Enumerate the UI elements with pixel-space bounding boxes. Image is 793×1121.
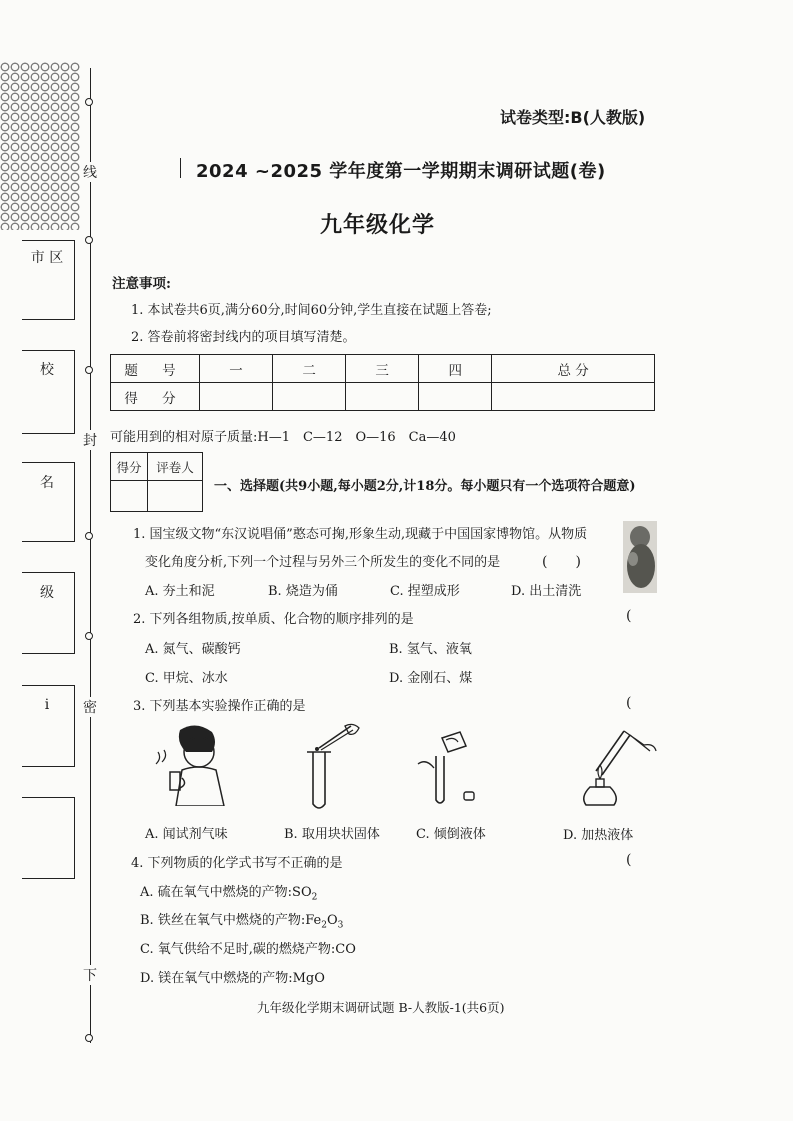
notes-item: 1. 本试卷共6页,满分60分,时间60分钟,学生直接在试题上答卷; [131,303,492,318]
option[interactable]: D. 出土清洗 [511,584,582,599]
school-label: 校 [40,362,54,378]
section-heading: 一、选择题(共9小题,每小题2分,计18分。每小题只有一个选项符合题意) [214,479,636,494]
option[interactable]: C. 倾倒液体 [416,827,486,842]
question-stem: 3. 下列基本实验操作正确的是 [133,699,306,714]
option[interactable] [140,881,317,903]
col-header: 三 [346,355,419,383]
option-sub: 2 [311,892,318,903]
figure-solid-tweezers [293,722,363,812]
option[interactable]: C. 甲烷、冰水 [145,671,228,686]
col-header: 二 [273,355,346,383]
col-header: 总 分 [492,355,655,383]
class-label: 级 [40,585,54,601]
binding-ring [85,98,93,106]
seal-char: 封 [81,430,99,450]
option[interactable]: B. 烧造为俑 [268,584,338,599]
score-cell[interactable] [200,383,273,411]
option[interactable]: D. 镁在氧气中燃烧的产物:MgO [140,971,325,986]
seal-char: 线 [81,162,99,182]
atomic-masses: 可能用到的相对原子质量:H—1 C—12 O—16 Ca—40 [110,430,456,445]
question-stem: 4. 下列物质的化学式书写不正确的是 [131,856,343,871]
seal-char: 下 [81,965,99,985]
score-cell[interactable] [273,383,346,411]
option[interactable]: A. 夯土和泥 [145,584,215,599]
option[interactable]: B. 氢气、液氧 [389,642,472,657]
option[interactable]: D. 加热液体 [563,828,634,843]
figurine-photo [623,521,657,593]
question-stem: 变化角度分析,下列一个过程与另外三个所发生的变化不同的是 [145,555,501,570]
option-sub: 2 [321,920,327,931]
option-sub: 3 [337,920,344,931]
score-cell[interactable] [492,383,655,411]
grader-reviewer-label: 评卷人 [148,453,203,481]
binding-ring [85,1034,93,1042]
option[interactable]: A. 闻试剂气味 [145,827,228,842]
binding-ring [85,236,93,244]
score-cell[interactable] [346,383,419,411]
binding-dot-pattern [0,62,80,230]
option-text: B. 铁丝在氧气中燃烧的产物:Fe [140,913,322,928]
option[interactable]: B. 取用块状固体 [284,827,380,842]
score-table [110,354,655,411]
option[interactable]: C. 捏塑成形 [390,584,460,599]
paper-type: 试卷类型:B(人教版) [500,108,646,127]
seal-char: 密 [81,697,99,717]
binding-ring [85,632,93,640]
notes-item: 2. 答卷前将密封线内的项目填写清楚。 [131,330,356,345]
option[interactable]: C. 氧气供给不足时,碳的燃烧产物:CO [140,942,356,957]
page-footer: 九年级化学期末调研试题 B-人教版-1(共6页) [257,1000,505,1015]
exam-subject: 九年级化学 [320,213,436,238]
grader-score-cell[interactable] [111,481,148,512]
option-text: A. 硫在氧气中燃烧的产物:SO [140,885,312,900]
col-header: 四 [419,355,492,383]
name-label: 名 [40,475,54,491]
grader-table [110,452,203,512]
question-stem: 1. 国宝级文物“东汉说唱俑”憨态可掬,形象生动,现藏于中国国家博物馆。从物质 [133,527,588,542]
answer-paren[interactable]: ( [626,695,632,711]
binding-ring [85,532,93,540]
binding-ring [85,366,93,374]
binding-line [90,68,91,1043]
figure-smell-gas [152,722,232,806]
city-label: 市 区 [30,250,64,266]
col-header: 一 [200,355,273,383]
answer-paren[interactable]: ( [626,608,632,624]
row-label: 题 号 [111,355,200,383]
id-label: i [44,697,50,713]
option[interactable]: A. 氮气、碳酸钙 [145,642,241,657]
option-tail: O [326,913,338,928]
answer-paren[interactable]: ( ) [542,554,581,570]
option[interactable]: D. 金刚石、煤 [389,671,473,686]
question-stem: 2. 下列各组物质,按单质、化合物的顺序排列的是 [133,612,414,627]
exam-title: 2024 ~2025 学年度第一学期期末调研试题(卷) [196,161,606,182]
option[interactable] [140,909,343,931]
seat-field[interactable] [22,797,75,879]
figure-pour-liquid [412,728,478,808]
grader-reviewer-cell[interactable] [148,481,203,512]
answer-paren[interactable]: ( [626,852,632,868]
title-mark [180,158,181,178]
score-cell[interactable] [419,383,492,411]
notes-heading: 注意事项: [112,276,171,292]
row-label: 得 分 [111,383,200,411]
figure-heat-liquid [570,725,658,810]
grader-score-label: 得分 [111,453,148,481]
